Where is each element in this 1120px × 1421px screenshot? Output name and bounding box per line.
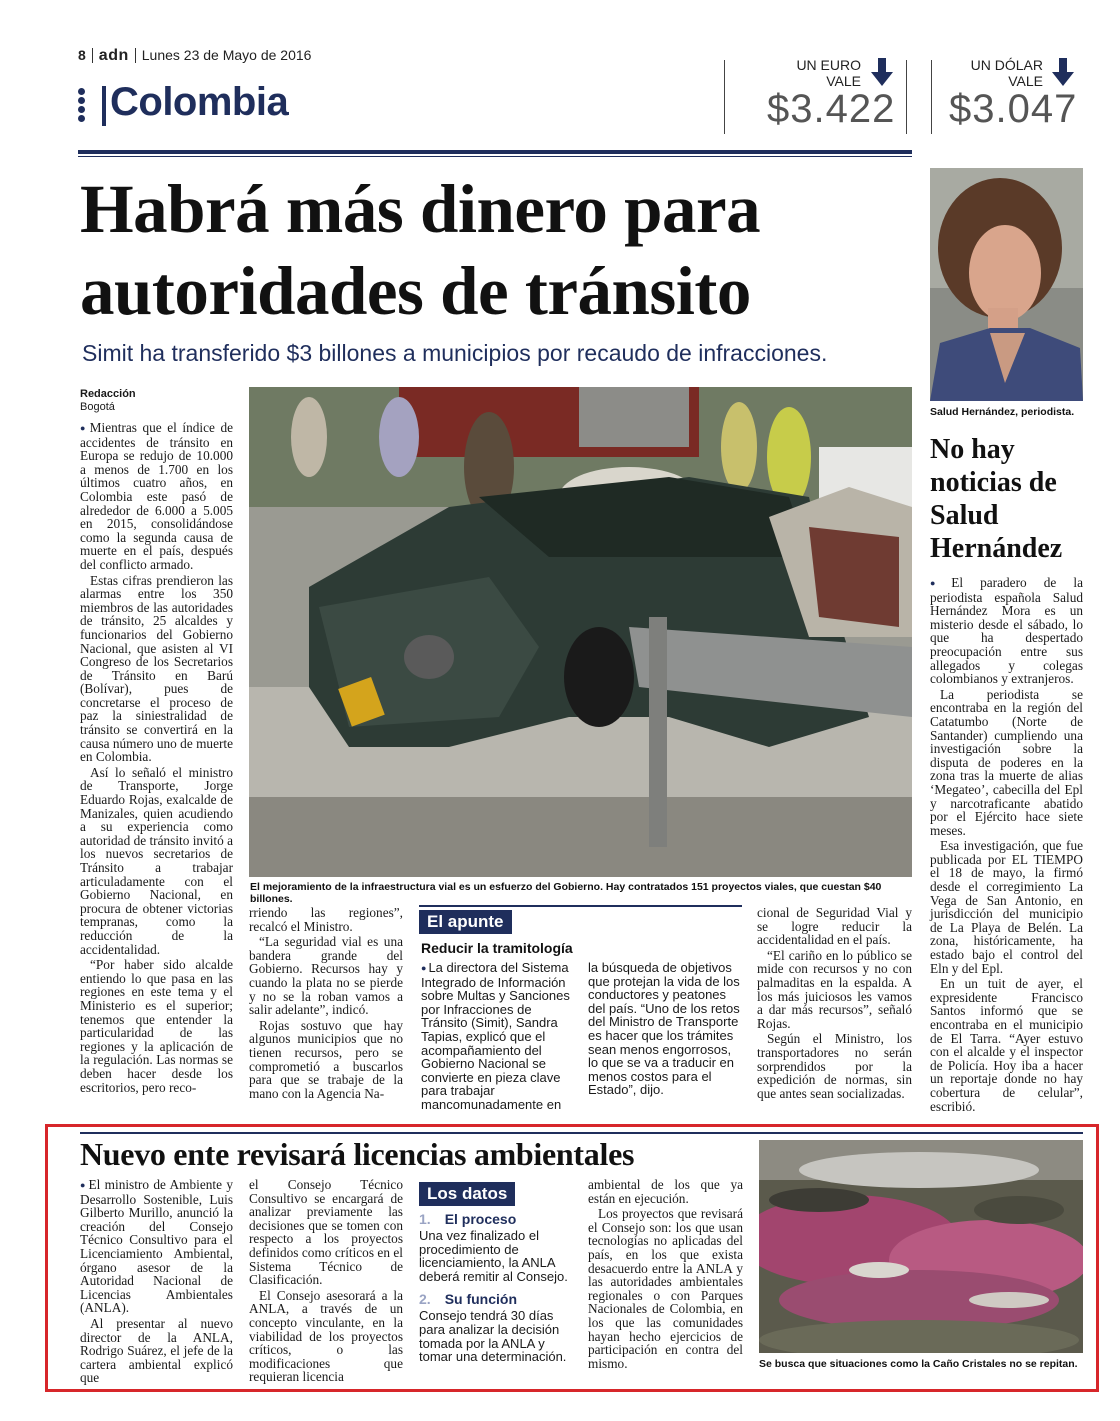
main-photo-caption: El mejoramiento de la infraestructura vial es un esfuerzo del Gobierno. Hay contratados 151 proyectos viales, que cuestan $40 billones. xyxy=(250,881,882,905)
paragraph: “Por haber sido alcalde entiendo lo que pasa en las regiones en este tema y el Ministerio es el superior; tenemos que entender la particularidad de las regiones y la aplicación de la regulación. Las normas se deben hacer desde los escritorios, pero reco- xyxy=(80,957,233,1095)
paragraph: “La seguridad vial es una bandera grande del Gobierno. Recursos hay y cuando la plata no se pierde y no se la roban vamos a salir adelante”, indicó. xyxy=(249,934,403,1018)
euro-value: $3.422 xyxy=(767,87,896,131)
cano-cristales-photo xyxy=(759,1140,1083,1353)
side-story-body xyxy=(930,576,1083,1115)
bottom-headline: Nuevo ente revisará licencias ambientales xyxy=(80,1136,635,1172)
byline-location: Bogotá xyxy=(80,401,115,413)
car-crash-photo xyxy=(249,387,912,877)
bottom-column-4 xyxy=(588,1178,743,1372)
crash-photo-illustration xyxy=(249,387,912,877)
euro-label-1: UN EURO xyxy=(796,57,861,73)
issue-date: Lunes 23 de Mayo de 2016 xyxy=(141,47,312,63)
paragraph: rriendo las regiones”, recalcó el Ministro. xyxy=(249,905,403,934)
paragraph: Así lo señaló el ministro de Transporte, Jorge Eduardo Rojas, exalcalde de Manizales, quien acudiendo a su experiencia como autoridad de tránsito invitó a los nuevos secretarios de Tránsito a trabajar articuladamente con el Gobierno Nacional, en procura de obtener victorias tempranas, como la reducción de la accidentalidad. xyxy=(80,764,233,957)
paragraph: Estas cifras prendieron las alarmas entre los 350 miembros de las autoridades de tránsito, 25 alcaldes y funcionarios del Gobierno Nacional, que asisten al VI Congreso de los Secretarios de Tránsito en Barú (Bolívar), pues de concretarse el proceso de paz la siniestralidad de tránsito se convertirá en la causa número uno de muerte en Colombia. xyxy=(80,572,233,765)
paragraph: Rojas sostuvo que hay algunos municipios que no tienen recursos, pero se comprometió a buscarlos para que se trabaje de la mano con la Agencia Na- xyxy=(249,1017,403,1101)
paragraph: Al presentar al nuevo director de la ANLA, Rodrigo Suárez, el jefe de la cartera ambiental explicó que xyxy=(80,1315,233,1386)
paragraph: El Consejo asesorará a la ANLA, a través de un concepto vinculante, en la viabilidad de los proyectos críticos, o las modificaciones que requieran licencia xyxy=(249,1287,403,1385)
bottom-column-2 xyxy=(249,1178,403,1386)
side-headline: No hay noticias de Salud Hernández xyxy=(930,434,1063,564)
euro-label-2: VALE xyxy=(826,73,861,89)
datos-item-1-text: Una vez finalizado el procedimiento de licenciamiento, la ANLA deberá remitir al Consejo. xyxy=(419,1228,568,1284)
paragraph: cional de Seguridad Vial y se logre reducir la accidentalidad en el país. xyxy=(757,905,912,948)
paragraph: ● El ministro de Ambiente y Desarrollo Sostenible, Luis Gilberto Murillo, anunció la creación del Consejo Técnico Consultivo para el Licenciamiento Ambiental, órgano asesor de la Autoridad Nacional de Licencias Ambientales (ANLA). xyxy=(80,1178,233,1315)
salud-hernandez-photo xyxy=(930,168,1083,401)
page-header-line xyxy=(78,47,311,65)
datos-list xyxy=(419,1211,574,1364)
main-subhead: Simit ha transferido $3 billones a municipios por recaudo de infracciones. xyxy=(82,340,828,366)
paragraph: ● La directora del Sistema Integrado de Información sobre Multas y Sanciones por Infracciones de Tránsito (Simit), Sandra Tapias, explicó que el acompañamiento del Gobierno Nacional se convierte en pieza clave para trabajar mancomunadamente en xyxy=(421,961,576,1112)
bottom-column-1 xyxy=(80,1178,233,1387)
paragraph: el Consejo Técnico Consultivo se encargará de analizar previamente las decisiones que se tomen con respecto a los proyectos definidos como críticos en el Sistema Técnico de Clasificación. xyxy=(249,1177,403,1288)
paragraph: Esa investigación, que fue publicada por EL TIEMPO el 18 de mayo, la firmó desde el corregimiento La Vega de San Antonio, en jurisdicción del municipio de La Playa de Belén. La zona, históricamente, ha estado bajo el control del Eln y del Epl. xyxy=(930,838,1083,976)
divider xyxy=(906,60,907,134)
paragraph: Según el Ministro, los transportadores no serán sorprendidos por la expedición de normas, sin que antes sean socializadas. xyxy=(757,1031,912,1101)
datos-item-2-text: Consejo tendrá 30 días para analizar la decisión tomada por la ANLA y tomar una determinación. xyxy=(419,1308,567,1365)
paragraph: “El cariño en lo público se mide con recursos y no con palmaditas en la espalda. A los más juiciosos les vamos a dar más recursos”, señaló Rojas. xyxy=(757,947,912,1031)
divider xyxy=(931,60,932,134)
side-photo-caption: Salud Hernández, periodista. xyxy=(930,406,1075,418)
bottom-photo-caption: Se busca que situaciones como la Caño Cristales no se repitan. xyxy=(759,1358,1078,1370)
brand-logo: adn xyxy=(98,47,129,64)
paragraph: Los proyectos que revisará el Consejo son: los que usan tecnologías no aplicadas del país, en los que exista desacuerdo entre la ANLA y las autoridades ambientales regionales o con Parques Nacionales de Colombia, en los que las comunidades hayan hecho ejercicios de participación en contra del mismo. xyxy=(588,1206,743,1371)
datos-item-2-title: 2. Su función xyxy=(419,1291,518,1308)
section-title: Colombia xyxy=(110,80,289,124)
main-column-1 xyxy=(80,421,233,1096)
portrait-illustration xyxy=(930,168,1083,401)
page-number: 8 xyxy=(78,47,86,63)
paragraph: La periodista se encontraba en la región del Catatumbo (Norte de Santander) cumpliendo una investigación sobre la disputa de poderes en la zona tras la muerte de alias ‘Megateo’, cabecilla del Epl y narcotraficante abatido por el Ejército hace siete meses. xyxy=(930,686,1083,838)
apunte-title: Reducir la tramitología xyxy=(421,940,573,956)
arrow-down-icon xyxy=(1052,58,1074,88)
paragraph: ● El paradero de la periodista española Salud Hernández Mora es un misterio desde el sábado, lo que ha despertado preocupación entre sus allegados y colegas colombianos y extranjeros. xyxy=(930,576,1083,686)
apunte-tab: El apunte xyxy=(419,910,512,934)
main-column-4 xyxy=(757,906,912,1102)
section-marker xyxy=(102,86,106,126)
section-dots xyxy=(78,88,86,130)
dollar-label-2: VALE xyxy=(1008,73,1043,89)
top-rule xyxy=(78,150,912,154)
river-landscape-illustration xyxy=(759,1140,1083,1353)
main-column-2 xyxy=(249,906,403,1102)
apunte-column-a xyxy=(421,961,576,1114)
dollar-value: $3.047 xyxy=(949,87,1078,131)
divider xyxy=(724,60,725,134)
datos-item-1-title: 1. El proceso xyxy=(419,1211,517,1227)
dollar-label-1: UN DÓLAR xyxy=(970,57,1043,73)
main-headline: Habrá más dinero para autoridades de tránsito xyxy=(80,171,761,329)
paragraph: ambiental de los que ya están en ejecución. xyxy=(588,1177,743,1206)
top-rule-thin xyxy=(78,156,912,157)
datos-tab: Los datos xyxy=(419,1182,515,1206)
byline: Redacción xyxy=(80,388,136,400)
apunte-column-b xyxy=(588,961,743,1099)
paragraph: En un tuit de ayer, el expresidente Francisco Santos informó que se encontraba en el municipio de El Tarra. “Ayer estuvo con el alcalde y el inspector de Policía. Hoy iba a hacer un reportaje donde no hay cobertura de celular”, escribió. xyxy=(930,976,1083,1114)
paragraph: la búsqueda de objetivos que protejan la vida de los conductores y peatones del país. “Uno de los retos del Ministro de Transporte es hacer que los trámites sean menos engorrosos, lo que se va a traducir en menos costos para el Estado”, dijo. xyxy=(588,960,740,1098)
arrow-down-icon xyxy=(871,58,893,88)
paragraph: ● Mientras que el índice de accidentes de tránsito en Europa se redujo de 10.000 a menos de 1.700 en los últimos cuatro años, en Colombia este pasó de alrededor de 6.000 a 5.005 en 2015, consolidándose como la segunda causa de muerte en el país, después del conflicto armado. xyxy=(80,421,233,572)
